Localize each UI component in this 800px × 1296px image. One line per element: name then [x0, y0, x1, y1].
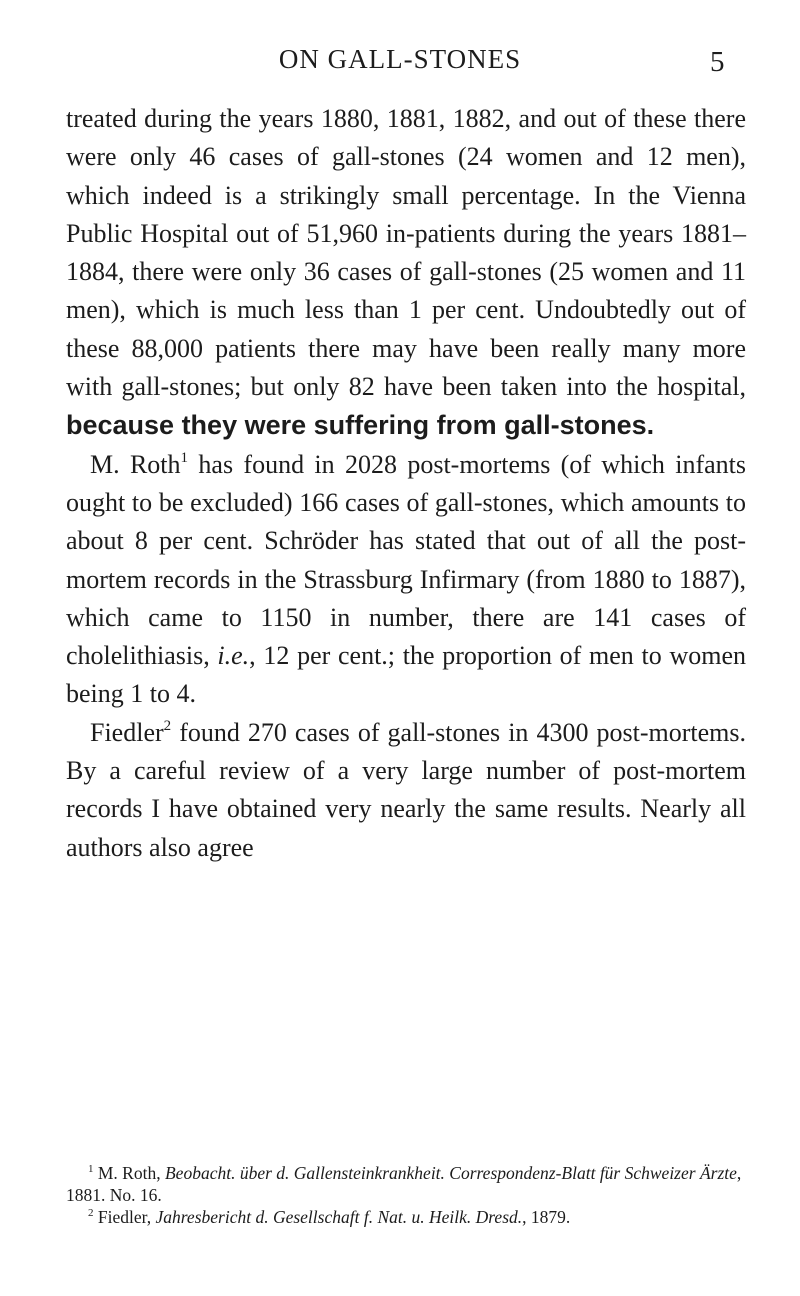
running-header: [0, 44, 800, 80]
author-fiedler: Fiedler: [90, 717, 164, 747]
footnote-2-mark: 2: [88, 1207, 94, 1219]
footnote-ref-2: 2: [163, 717, 172, 734]
paragraph-2-end: , 12 per cent.; the proportion of men to women being 1 to 4.: [66, 641, 746, 709]
emphasized-phrase: because they were suffering from gall-stones.: [66, 410, 655, 441]
paragraph-2-text: has found in 2028 post-mortems (of which infants ought to be excluded) 166 cases of gall-stones, which amounts to about 8 per cent. Schröder has stated that out of all the post-mortem records in the Strassburg Infirmary (from 1880 to 1887), which came to 1150 in number, there are 141 cases of cholelithiasis,: [66, 449, 746, 671]
footnote-1-rest: , 1881. No. 16.: [66, 1163, 742, 1205]
paragraph-3-text: found 270 cases of gall-stones in 4300 post-mortems. By a careful review of a very large number of post-mortem records I have obtained very nearly the same results. Nearly all authors also agree: [66, 717, 746, 862]
footnote-1: [66, 1162, 746, 1206]
footnote-1-author: M. Roth,: [97, 1163, 165, 1183]
page-number: 5: [710, 46, 725, 78]
body-text: [66, 100, 746, 867]
ie-abbrev: i.e.: [217, 641, 250, 671]
author-roth: M. Roth: [90, 449, 181, 479]
footnote-2: [66, 1206, 746, 1228]
footnotes: [66, 1162, 746, 1228]
footnote-2-rest: , 1879.: [522, 1207, 571, 1227]
footnote-2-author: Fiedler,: [97, 1207, 156, 1227]
paragraph-1-text: treated during the years 1880, 1881, 1882, and out of these there were only 46 cases of gall-stones (24 women and 12 men), which indeed is a strikingly small percentage. In the Vienna Public Hospital out of 51,960 in-patients during the years 1881–1884, there were only 36 cases of gall-stones (25 women and 11 men), which is much less than 1 per cent. Undoubtedly out of these 88,000 patients there may have been really many more with gall-stones; but only 82 have been taken into the hospital,: [66, 104, 746, 402]
paragraph-2: [66, 446, 746, 714]
paragraph-3: [66, 714, 746, 867]
paragraph-1: [66, 100, 746, 446]
footnote-1-mark: 1: [88, 1163, 94, 1175]
header-title: ON GALL-STONES: [278, 44, 522, 74]
footnote-1-title: Beobacht. über d. Gallensteinkrankheit. Correspondenz-Blatt für Schweizer Ärzte: [164, 1163, 737, 1183]
footnote-2-title: Jahresbericht d. Gesellschaft f. Nat. u. Heilk. Dresd.: [155, 1207, 523, 1227]
footnote-ref-1: 1: [180, 449, 189, 466]
